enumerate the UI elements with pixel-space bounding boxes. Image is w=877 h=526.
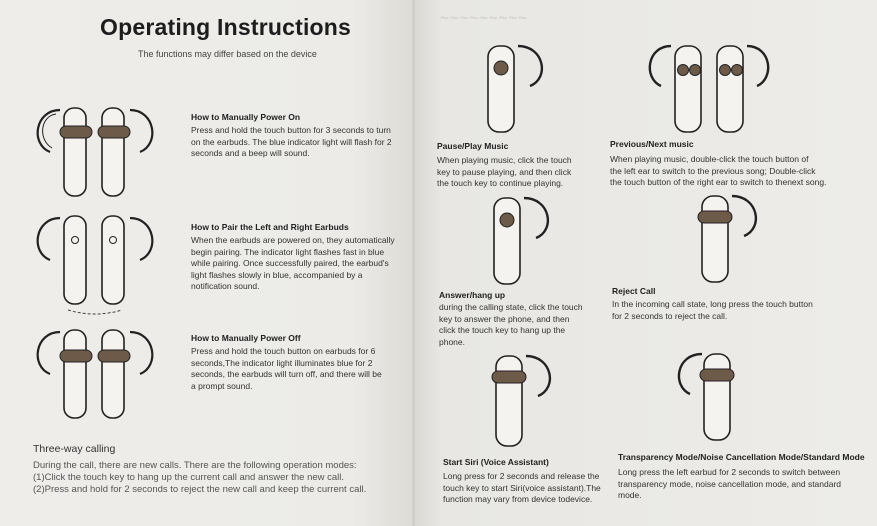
previous-next-line: the touch button of the right ear to switch to thenext song. [610,177,827,187]
siri-heading: Start Siri (Voice Assistant) [443,457,549,467]
answer-hangup-line: during the calling state, click the touch [439,302,583,312]
previous-next-text [610,154,826,189]
three-way-line: During the call, there are new calls. There are the following operation modes: [33,460,357,471]
pairing-line: notification sound. [191,281,260,291]
mode-switch-line: transparency mode, noise cancellation mode, and standard [618,478,842,489]
reject-call-heading: Reject Call [612,286,656,296]
reject-call-line: In the incoming call state, long press the touch button [612,299,813,309]
pairing-line: When the earbuds are powered on, they automatically [191,235,395,245]
reject-call-earbud-illustration [696,190,766,286]
power-off-line: seconds,The indicator light illuminates blue for 2 [191,357,373,368]
pause-play-text [437,155,572,190]
bleed-through-ghost: ~~~~~~~~~ [440,10,528,27]
siri-earbud-illustration [490,350,560,450]
power-on-heading: How to Manually Power On [191,112,301,122]
three-way-line: (2)Press and hold for 2 seconds to reject the new call and keep the current call. [33,484,367,495]
previous-next-heading: Previous/Next music [610,139,694,149]
pause-play-line: When playing music, click the touch [437,155,572,165]
siri-line: touch key to start Siri(voice assistant).The [443,482,601,493]
siri-line: function may vary from device todevice. [443,494,593,504]
pause-play-earbud-illustration [482,40,552,136]
power-on-line: seconds and a beep will sound. [191,148,310,158]
answer-hangup-line: click the touch key to hang up the [439,325,566,335]
pause-play-heading: Pause/Play Music [437,141,509,151]
previous-next-line: When playing music, double-click the touch button of [610,154,809,164]
answer-hangup-line: key to answer the phone, and then [439,313,570,324]
page-title: Operating Instructions [100,14,352,40]
mode-switch-line: mode. [618,490,642,500]
reject-call-text [612,299,813,322]
pairing-line: light flashes slowly in blue, accompanied by a [191,269,363,280]
three-way-line: (1)Click the touch key to hang up the current call and answer the new call. [33,472,345,483]
power-off-line: Press and hold the touch button on earbuds for 6 [191,346,376,356]
power-off-line: a prompt sound. [191,380,253,391]
pairing-earbuds-illustration [30,212,160,320]
power-on-line: Press and hold the touch button for 3 seconds to turn [191,125,391,135]
power-on-text [191,125,392,160]
previous-next-earbuds-illustration [645,40,775,136]
pairing-text [191,235,395,293]
siri-line: Long press for 2 seconds and release the [443,471,600,481]
answer-hangup-text [439,302,583,348]
mode-switch-earbud-illustration [676,348,746,444]
pause-play-line: the touch key to continue playing. [437,178,564,188]
mode-switch-heading: Transparency Mode/Noise Cancellation Mode/Standard Mode [618,452,865,462]
siri-text [443,471,601,506]
answer-hangup-line: phone. [439,336,465,347]
power-off-text [191,346,382,392]
pause-play-line: key to pause playing, and then click [437,166,572,177]
pairing-line: begin pairing. The indicator light flashes fast in blue [191,246,385,257]
page-fold [412,0,415,526]
left-earbud [38,108,92,196]
power-on-line: on the earbuds. The blue indicator light will flash for 2 [191,136,392,147]
power-off-line: seconds, the earbuds will turn off, and there will be [191,369,382,379]
mode-switch-line: Long press the left earbud for 2 seconds to switch between [618,467,841,477]
pairing-heading: How to Pair the Left and Right Earbuds [191,222,349,232]
right-earbud [98,108,152,196]
power-off-heading: How to Manually Power Off [191,333,301,343]
reject-call-line: for 2 seconds to reject the call. [612,310,728,321]
pairing-line: while pairing. Once successfully paired, the earbud's [191,258,389,268]
three-way-text [33,460,408,496]
three-way-heading: Three-way calling [33,443,116,455]
answer-hangup-earbud-illustration [488,192,558,288]
mode-switch-text [618,467,841,502]
page-subtitle: The functions may differ based on the device [138,49,317,59]
power-on-earbuds-illustration [30,104,160,200]
previous-next-line: the left ear to switch to the previous song; Double-click [610,165,816,176]
power-off-earbuds-illustration [30,326,160,422]
answer-hangup-heading: Answer/hang up [439,290,506,300]
